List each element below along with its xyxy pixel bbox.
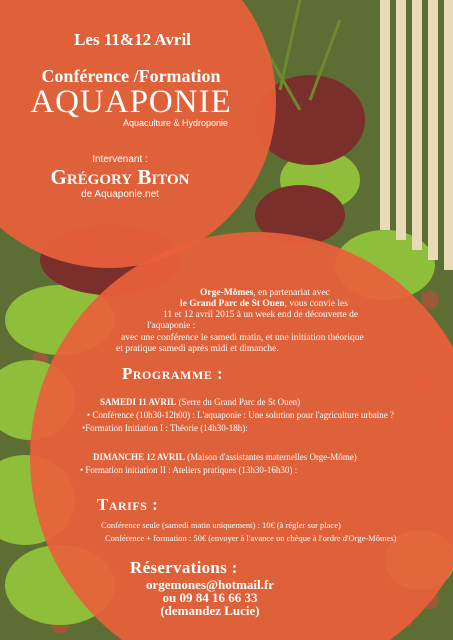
event-title: AQUAPONIE <box>30 84 232 120</box>
speaker-name: Grégory Biton <box>50 165 190 189</box>
reservation-contact: (demandez Lucie) <box>160 603 260 618</box>
day2-title: DIMANCHE 12 AVRIL <box>93 452 185 462</box>
event-subtitle: Aquaculture & Hydroponie <box>123 118 229 128</box>
speaker-label: Intervenant : <box>92 154 148 165</box>
intro-line-5: avec une conférence le samedi matin, et une initiation théorique <box>121 333 364 343</box>
programme-day1 <box>100 397 300 407</box>
reservations-heading: Réservations : <box>130 558 238 577</box>
tarif-formation: Conférence + formation : 50€ (envoyer à l'avance un chèque à l'ordre d'Orge-Mômes) <box>105 533 397 543</box>
tarifs-heading: Tarifs : <box>97 495 159 514</box>
intro-line-3: 11 et 12 avril 2015 à un week end de découverte de <box>163 310 359 320</box>
day1-title: SAMEDI 11 AVRIL <box>100 397 177 407</box>
programme-heading: Programme : <box>122 364 224 383</box>
tarif-conference: Conférence seule (samedi matin uniquement) : 10€ (à régler sur place) <box>101 520 341 530</box>
programme-day2 <box>93 452 357 462</box>
organizer-name: Orge-Mômes <box>200 288 254 298</box>
intro-line-2 <box>180 299 348 309</box>
day1-formation: •Formation Initiation I : Théorie (14h30-18h): <box>82 423 248 433</box>
day2-formation: • Formation initiation II : Ateliers pratiques (13h30-16h30) : <box>80 465 298 475</box>
intro-line-4: l'aquaponie : <box>147 321 196 331</box>
reservation-phone[interactable]: ou 09 84 16 66 33 <box>162 590 258 605</box>
day1-place: (Serre du Grand Parc de St Ouen) <box>176 397 301 407</box>
partner-name: le Grand Parc de St Ouen <box>180 299 285 309</box>
intro-line-1 <box>200 288 330 298</box>
day1-conference: • Conférence (10h30-12h00) : L'aquaponie : Une solution pour l'agriculture urbaine ? <box>87 410 395 420</box>
reservation-email[interactable]: orgemones@hotmail.fr <box>146 577 274 592</box>
intro-line-6: et pratique samedi après midi et dimanche. <box>116 344 279 354</box>
event-type: Conférence /Formation <box>41 66 221 86</box>
intro-line-2-rest: , vous convie les <box>284 299 348 309</box>
intro-line-1-rest: , en partenariat avec <box>253 288 330 298</box>
day2-place: (Maison d'assistantes maternelles Orge-Môme) <box>184 452 357 462</box>
speaker-site: de Aquaponie.net <box>81 189 159 200</box>
event-dates: Les 11&12 Avril <box>74 30 191 49</box>
